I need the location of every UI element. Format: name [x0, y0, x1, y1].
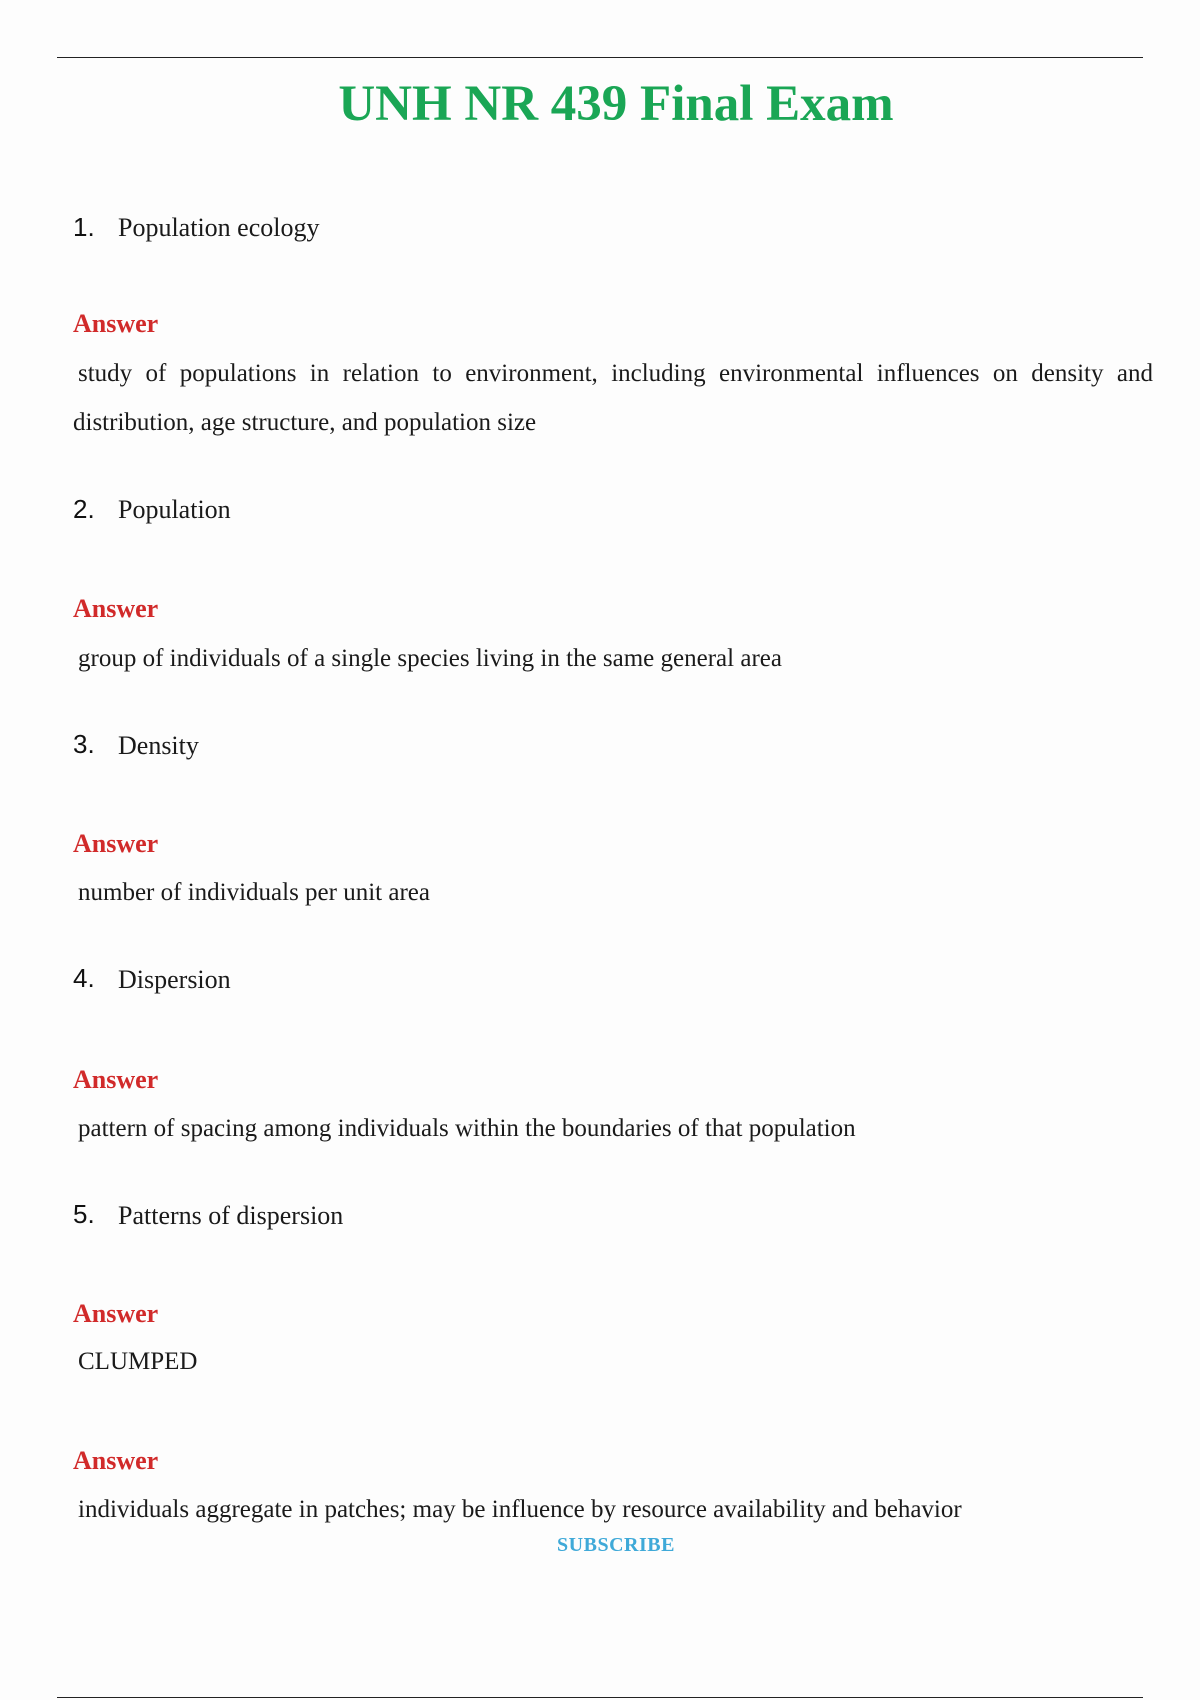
question-number: 2. — [73, 494, 95, 524]
answer-text: pattern of spacing among individuals within the boundaries of that population — [78, 1115, 856, 1142]
document-title: UNH NR 439 Final Exam — [338, 76, 894, 132]
answer-label: Answer — [73, 594, 159, 623]
question-number: 4. — [73, 963, 95, 993]
answer-label: Answer — [73, 829, 159, 858]
question-term: Patterns of dispersion — [118, 1201, 344, 1230]
answer-text: number of individuals per unit area — [78, 879, 430, 906]
question-number: 3. — [73, 729, 95, 759]
answer-label: Answer — [73, 1446, 159, 1475]
question-term: Population — [118, 495, 231, 524]
answer-label: Answer — [73, 1299, 159, 1328]
answer-label: Answer — [73, 309, 159, 338]
answer-label: Answer — [73, 1065, 159, 1094]
answer-text: group of individuals of a single species living in the same general area — [78, 645, 782, 672]
answer-text: study of populations in relation to environment, including environmental influences on density and distribution, age structure, and population size — [73, 360, 1153, 436]
top-rule — [57, 57, 1143, 58]
question-number: 5. — [73, 1199, 95, 1229]
answer-text: CLUMPED — [78, 1348, 198, 1375]
question-number: 1. — [73, 212, 95, 242]
question-term: Dispersion — [118, 965, 231, 994]
question-term: Population ecology — [118, 213, 320, 242]
bottom-rule — [57, 1697, 1143, 1698]
answer-text: individuals aggregate in patches; may be influence by resource availability and behavior — [78, 1496, 962, 1523]
question-term: Density — [118, 731, 199, 760]
subscribe-link[interactable]: SUBSCRIBE — [557, 1534, 675, 1556]
